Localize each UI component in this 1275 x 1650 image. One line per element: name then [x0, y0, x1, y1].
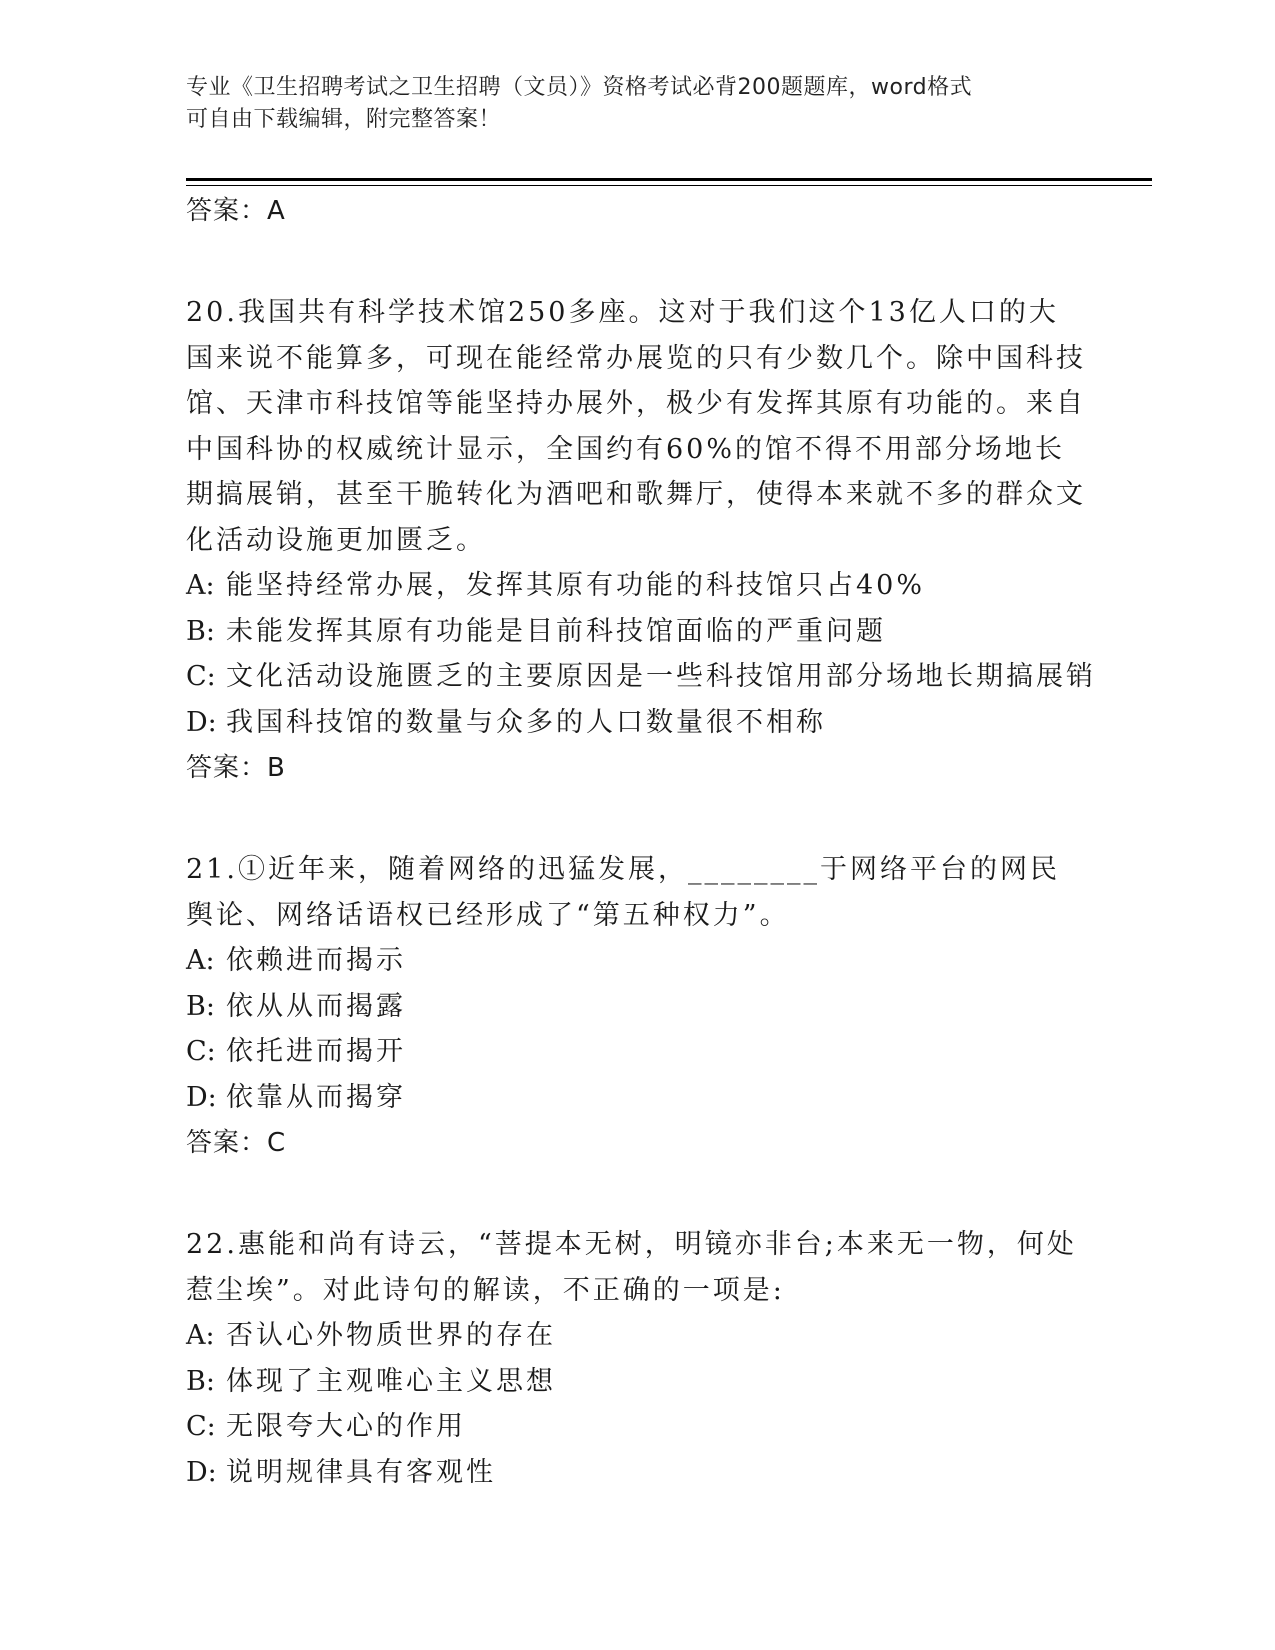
option-key: C: — [186, 1036, 216, 1067]
question-20 — [186, 290, 1096, 791]
question-22 — [186, 1222, 1086, 1495]
option-text: 否认心外物质世界的存在 — [226, 1320, 556, 1351]
question-text: 22.惠能和尚有诗云，“菩提本无树，明镜亦非台;本来无一物，何处惹尘埃”。对此诗句的解读，不正确的一项是: — [186, 1229, 1077, 1306]
question-text: 21.①近年来，随着网络的迅猛发展，________于网络平台的网民舆论、网络话语权已经形成了“第五种权力”。 — [186, 854, 1060, 931]
option-text: 依从从而揭露 — [226, 990, 406, 1022]
option-d — [186, 1075, 1086, 1121]
option-b — [186, 984, 1086, 1030]
option-text: 依赖进而揭示 — [226, 945, 406, 976]
header-line-2: 可自由下载编辑，附完整答案！ — [186, 107, 502, 132]
option-text: 无限夸大心的作用 — [226, 1411, 466, 1442]
answer-line: 答案：C — [186, 1128, 287, 1158]
option-key: B: — [186, 615, 215, 647]
option-text: 未能发挥其原有功能是目前科技馆面临的严重问题 — [226, 615, 886, 647]
option-key: D: — [186, 1456, 217, 1488]
option-key: A: — [186, 1320, 215, 1351]
option-b — [186, 1359, 1086, 1405]
answer-line: 答案：B — [186, 753, 286, 783]
option-key: C: — [186, 1411, 216, 1442]
option-key: A: — [186, 945, 215, 976]
option-text: 文化活动设施匮乏的主要原因是一些科技馆用部分场地长期搞展销 — [226, 661, 1096, 692]
question-text: 20.我国共有科学技术馆250多座。这对于我们这个13亿人口的大国来说不能算多，可现在能经常办展览的只有少数几个。除中国科技馆、天津市科技馆等能坚持办展外，极少有发挥其原有功能的。来自中国科协的权威统计显示，全国约有60%的馆不得不用部分场地长期搞展销，甚至干脆转化为酒吧和歌舞厅，使得本来就不多的群众文化活动设施更加匮乏。 — [186, 297, 1086, 556]
option-text: 体现了主观唯心主义思想 — [226, 1365, 556, 1397]
option-d — [186, 1450, 1086, 1496]
option-c — [186, 1029, 1086, 1075]
option-d — [186, 700, 1086, 746]
option-key: C: — [186, 661, 216, 692]
option-a — [186, 1313, 1086, 1359]
option-b — [186, 609, 1086, 655]
header-rule-thin — [186, 185, 1152, 186]
option-c — [186, 1404, 1086, 1450]
option-text: 我国科技馆的数量与众多的人口数量很不相称 — [226, 706, 826, 738]
option-key: B: — [186, 990, 215, 1022]
option-key: A: — [186, 570, 215, 601]
option-a — [186, 938, 1086, 984]
option-text: 依靠从而揭穿 — [226, 1081, 406, 1113]
option-text: 依托进而揭开 — [226, 1036, 406, 1067]
option-text: 说明规律具有客观性 — [226, 1456, 496, 1488]
question-21 — [186, 847, 1086, 1166]
header-rule-thick — [186, 178, 1152, 181]
answer-line: 答案：A — [186, 196, 286, 226]
option-c — [186, 654, 1096, 700]
document-body — [186, 188, 1096, 1495]
option-key: B: — [186, 1365, 215, 1397]
header-line-1: 专业《卫生招聘考试之卫生招聘（文员）》资格考试必背200题题库，word格式 — [186, 75, 973, 100]
option-text: 能坚持经常办展，发挥其原有功能的科技馆只占40% — [226, 570, 926, 601]
option-key: D: — [186, 706, 217, 738]
option-key: D: — [186, 1081, 217, 1113]
document-header — [186, 72, 1066, 136]
option-a — [186, 563, 1086, 609]
